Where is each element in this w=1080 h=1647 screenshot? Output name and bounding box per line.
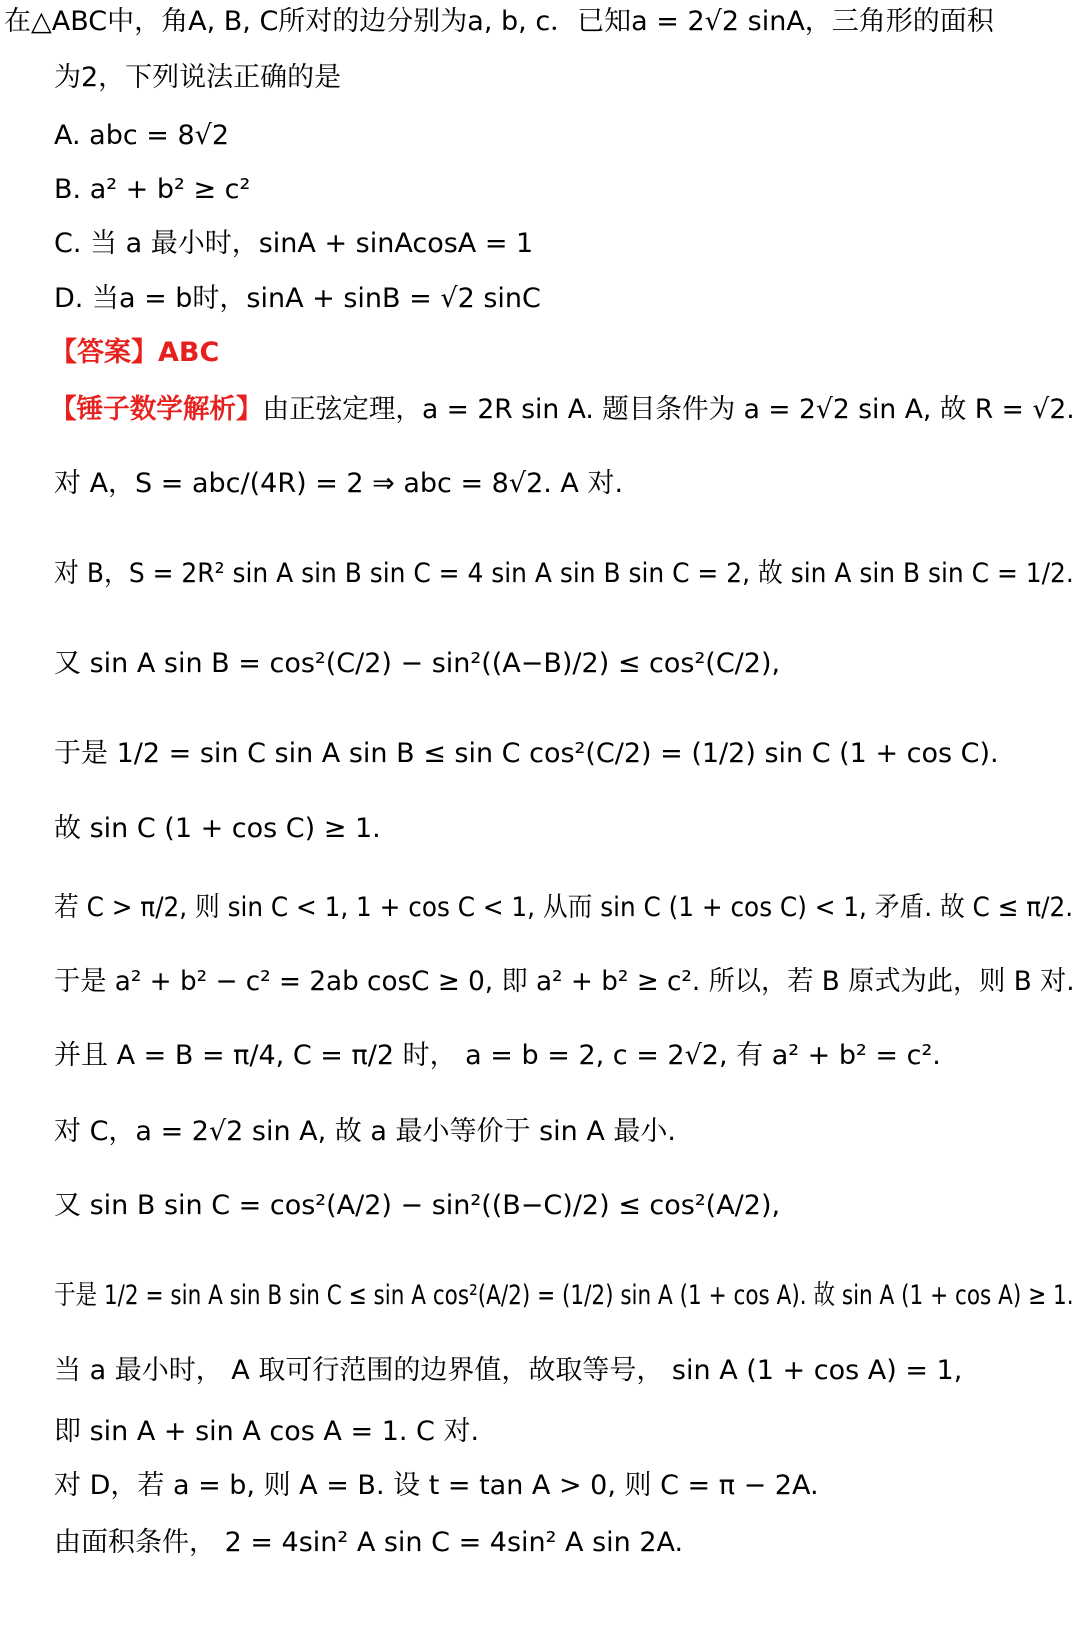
option-d: D. 当a = b时，sinA + sinB = √2 sinC	[54, 283, 541, 314]
answer-label: 【答案】	[50, 337, 158, 368]
analysis-line-c4: 当 a 最小时， A 取可行范围的边界值，故取等号， sin A (1 + cos A) = 1,	[54, 1355, 963, 1386]
analysis-line-d1: 对 D，若 a = b, 则 A = B. 设 t = tan A > 0, 则 C = π − 2A.	[54, 1470, 819, 1501]
analysis-line-b4: 故 sin C (1 + cos C) ≥ 1.	[54, 813, 381, 844]
analysis-line-b2: 又 sin A sin B = cos²(C/2) − sin²((A−B)/2) ≤ cos²(C/2),	[54, 648, 781, 679]
analysis-line-b5: 若 C > π/2, 则 sin C < 1, 1 + cos C < 1, 从而 sin C (1 + cos C) < 1, 矛盾. 故 C ≤ π/2.	[54, 892, 1074, 923]
analysis-line-b6: 于是 a² + b² − c² = 2ab cosC ≥ 0, 即 a² + b² ≥ c². 所以，若 B 原式为此，则 B 对.	[54, 966, 1075, 997]
analysis-line-c1: 对 C，a = 2√2 sin A, 故 a 最小等价于 sin A 最小.	[54, 1116, 677, 1147]
option-c: C. 当 a 最小时，sinA + sinAcosA = 1	[54, 228, 534, 259]
analysis-line-b1: 对 B，S = 2R² sin A sin B sin C = 4 sin A sin B sin C = 2, 故 sin A sin B sin C = 1/2.	[54, 558, 1074, 589]
analysis-line-d2: 由面积条件， 2 = 4sin² A sin C = 4sin² A sin 2A.	[54, 1527, 684, 1558]
analysis-line-b7: 并且 A = B = π/4, C = π/2 时， a = b = 2, c = 2√2, 有 a² + b² = c².	[54, 1040, 941, 1071]
analysis-line-c5: 即 sin A + sin A cos A = 1. C 对.	[54, 1416, 480, 1447]
analysis-line-c2: 又 sin B sin C = cos²(A/2) − sin²((B−C)/2) ≤ cos²(A/2),	[54, 1190, 781, 1221]
question-stem-line-2: 为2，下列说法正确的是	[54, 62, 342, 93]
option-a: A. abc = 8√2	[54, 120, 230, 151]
answer-value: ABC	[158, 337, 220, 368]
answer-block	[50, 337, 219, 369]
analysis-line-c3: 于是 1/2 = sin A sin B sin C ≤ sin A cos²(A/2) = (1/2) sin A (1 + cos A). 故 sin A (1 + cos A) ≥ 1.	[54, 1280, 1074, 1311]
analysis-intro: 由正弦定理，a = 2R sin A. 题目条件为 a = 2√2 sin A, 故 R = √2.	[262, 394, 1075, 425]
analysis-line-b3: 于是 1/2 = sin C sin A sin B ≤ sin C cos²(C/2) = (1/2) sin C (1 + cos C).	[54, 738, 999, 769]
analysis-intro-line	[50, 394, 1075, 426]
question-stem-line-1: 在△ABC中，角A, B, C所对的边分别为a, b, c．已知a = 2√2 sinA，三角形的面积	[4, 6, 994, 37]
analysis-line-a: 对 A，S = abc/(4R) = 2 ⇒ abc = 8√2. A 对.	[54, 468, 624, 499]
analysis-label: 【锤子数学解析】	[50, 394, 263, 425]
option-b: B. a² + b² ≥ c²	[54, 174, 251, 205]
